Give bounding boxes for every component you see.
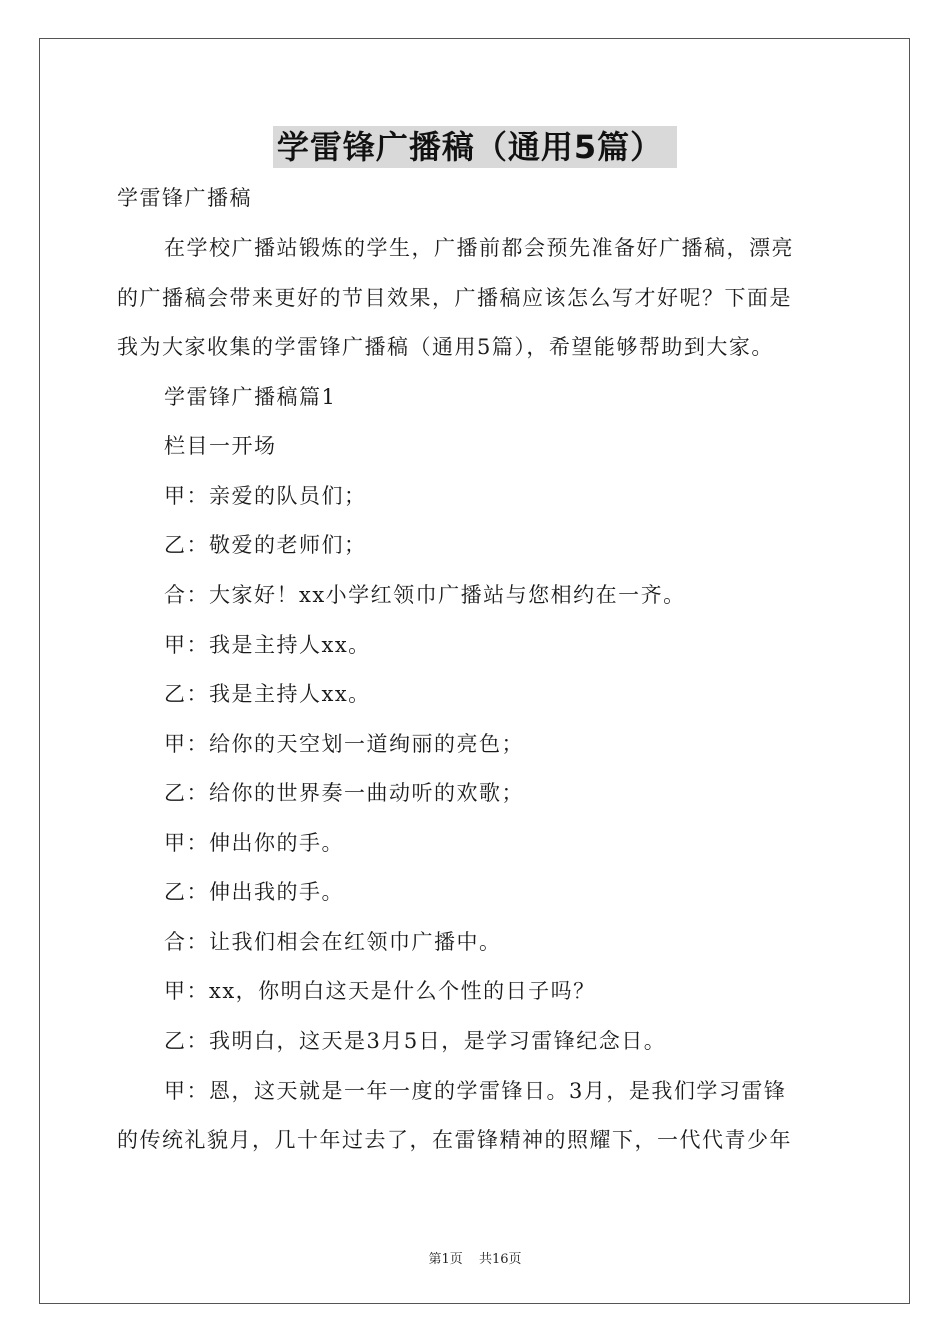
dialogue-line: 甲：伸出你的手。	[164, 831, 344, 855]
page-footer	[0, 1248, 950, 1267]
subtitle: 学雷锋广播稿	[117, 186, 252, 210]
intro-line: 我为大家收集的学雷锋广播稿（通用5篇），希望能够帮助到大家。	[117, 335, 774, 359]
dialogue-line: 甲：我是主持人xx。	[164, 633, 371, 657]
dialogue-line: 乙：给你的世界奏一曲动听的欢歌；	[164, 781, 524, 805]
dialogue-line: 乙：我明白，这天是3月5日，是学习雷锋纪念日。	[164, 1029, 667, 1053]
page-total: 共16页	[478, 1252, 522, 1267]
dialogue-line: 合：大家好！xx小学红领巾广播站与您相约在一齐。	[164, 583, 686, 607]
dialogue-line: 乙：敬爱的老师们；	[164, 533, 367, 557]
page-number: 第1页	[428, 1252, 463, 1267]
dialogue-line: 乙：伸出我的手。	[164, 880, 344, 904]
intro-line: 的广播稿会带来更好的节目效果，广播稿应该怎么写才好呢？下面是	[117, 286, 792, 310]
column-title: 栏目一开场	[164, 434, 277, 458]
dialogue-line: 甲：给你的天空划一道绚丽的亮色；	[164, 732, 524, 756]
dialogue-line: 乙：我是主持人xx。	[164, 682, 371, 706]
dialogue-line: 甲：xx，你明白这天是什么个性的日子吗？	[164, 979, 596, 1003]
section-title: 学雷锋广播稿篇1	[164, 385, 337, 409]
intro-line: 在学校广播站锻炼的学生，广播前都会预先准备好广播稿，漂亮	[164, 236, 794, 260]
paragraph-line: 甲：恩，这天就是一年一度的学雷锋日。3月，是我们学习雷锋	[164, 1079, 787, 1103]
dialogue-line: 甲：亲爱的队员们；	[164, 484, 367, 508]
dialogue-line: 合：让我们相会在红领巾广播中。	[164, 930, 502, 954]
document-title: 学雷锋广播稿（通用5篇）	[273, 126, 677, 168]
paragraph-line: 的传统礼貌月，几十年过去了，在雷锋精神的照耀下，一代代青少年	[117, 1128, 792, 1152]
title-container	[0, 126, 950, 168]
